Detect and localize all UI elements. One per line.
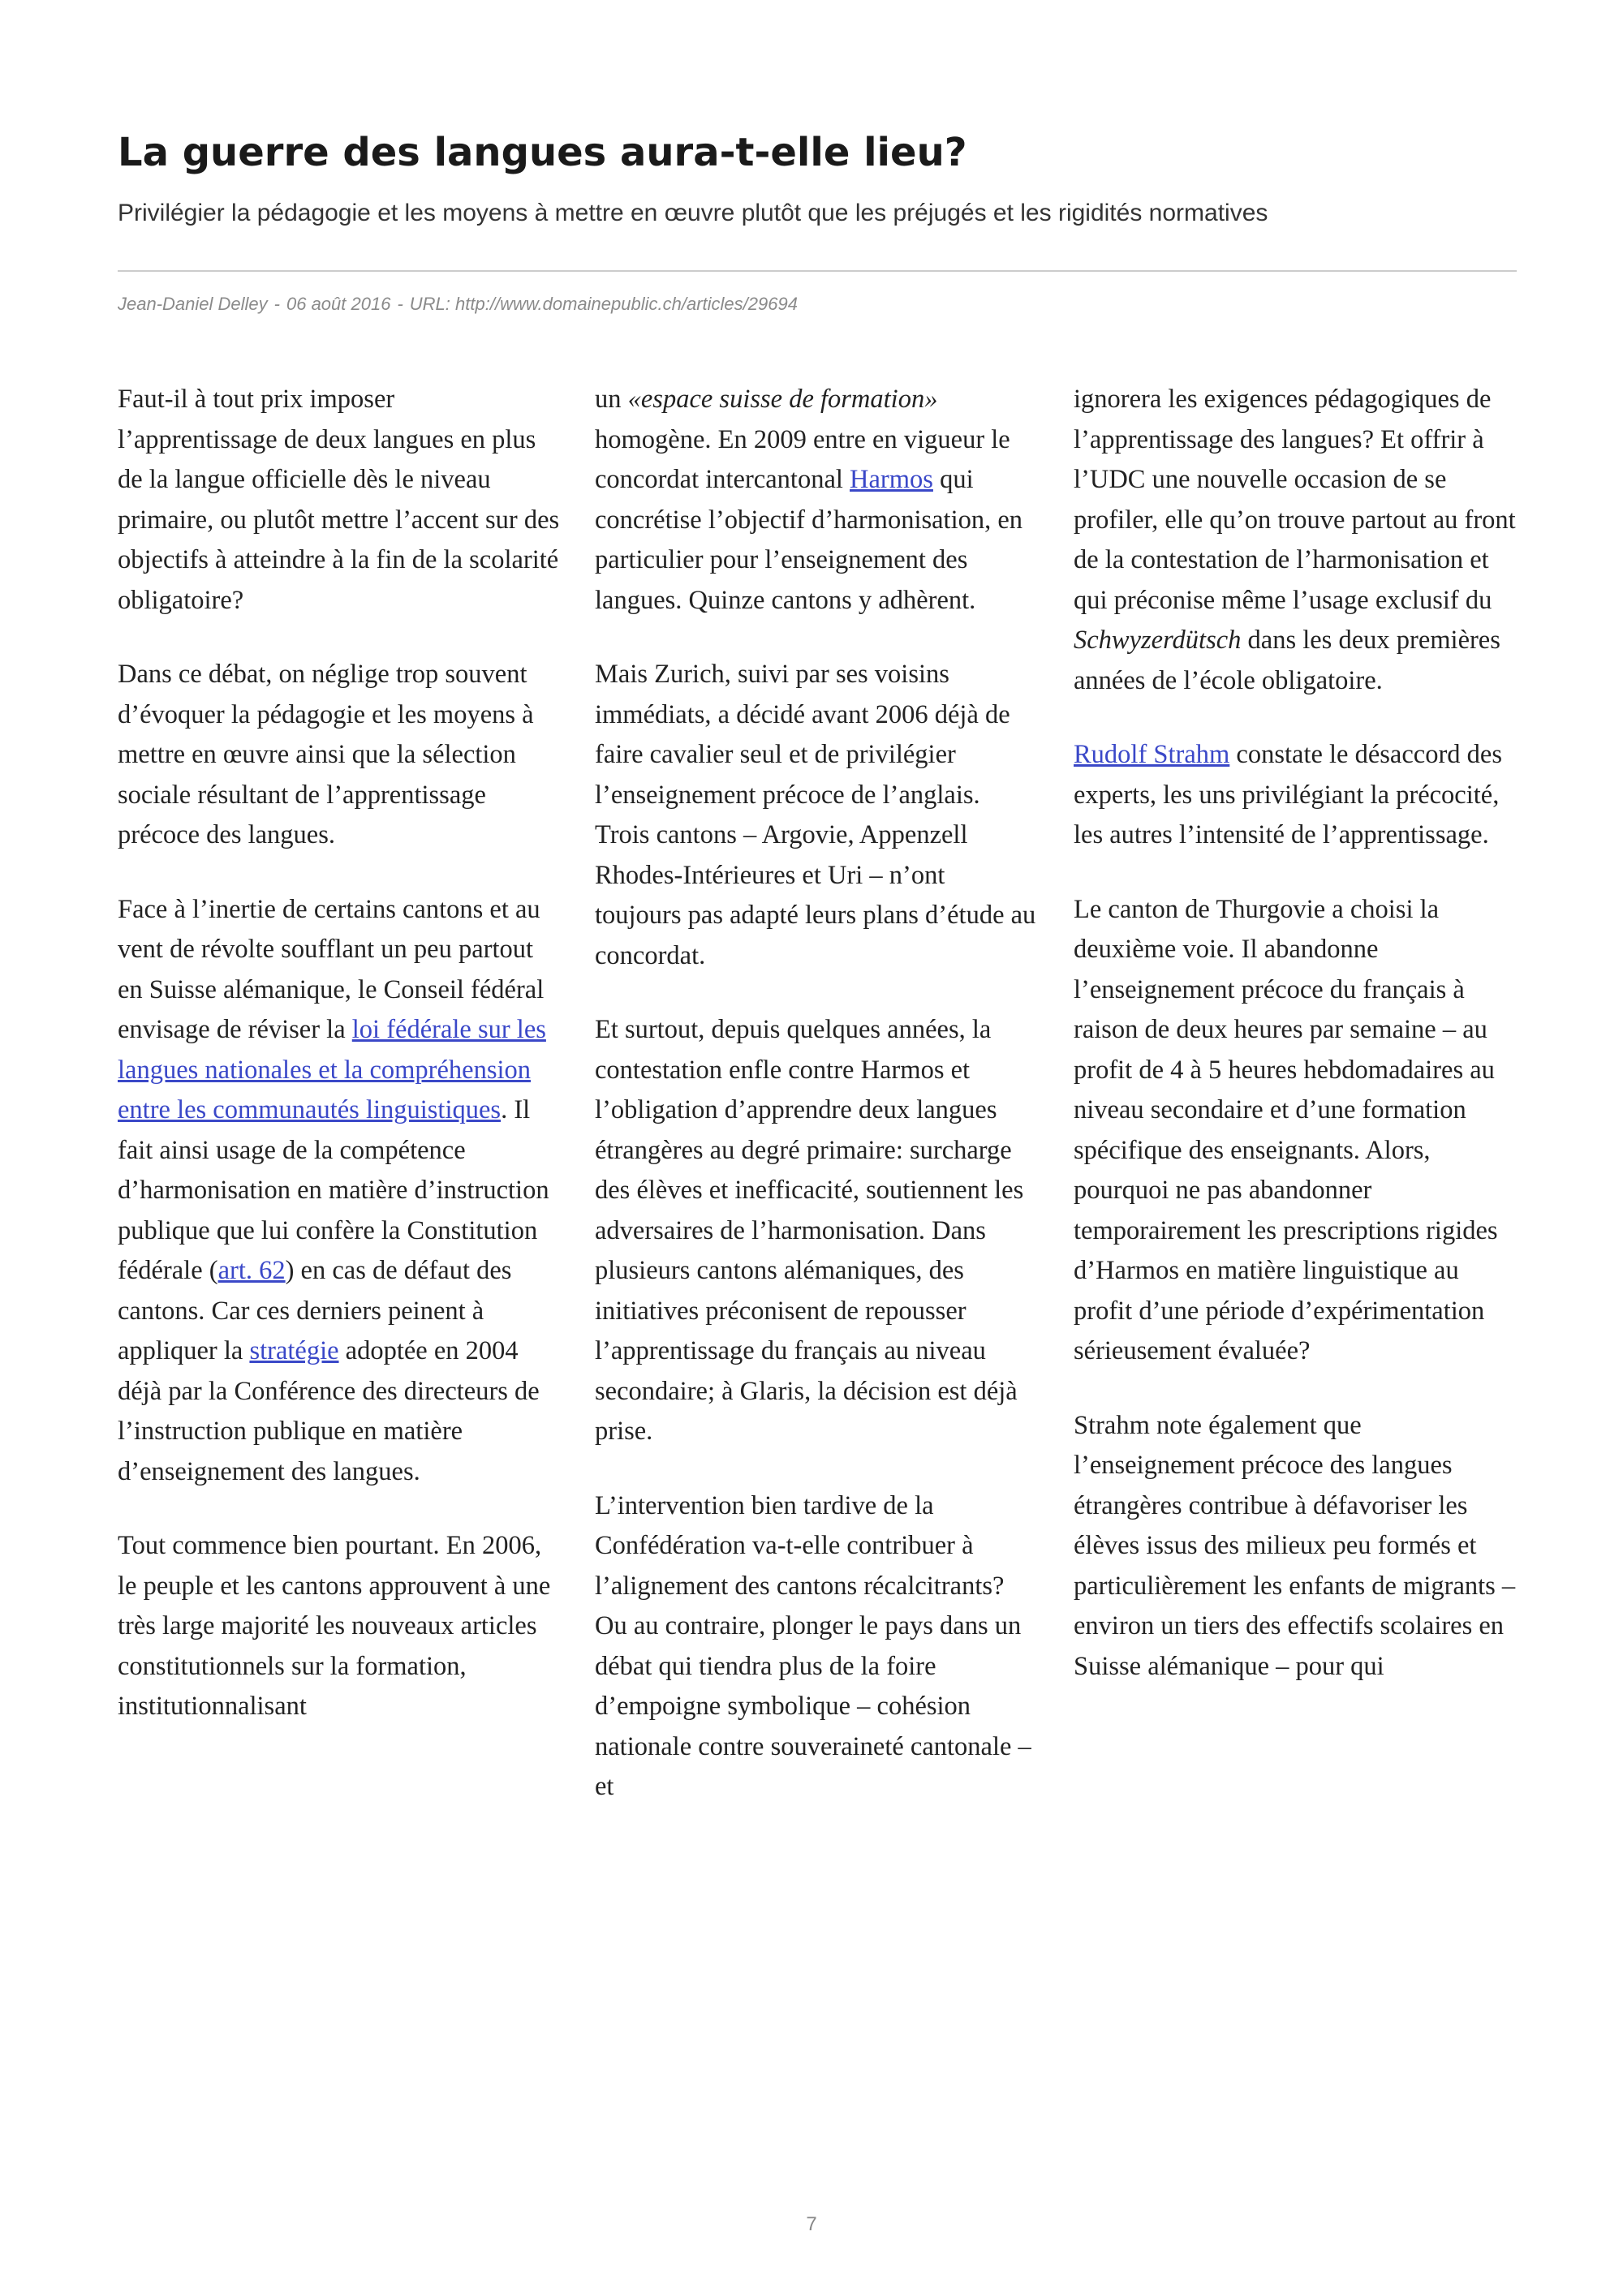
text-run: ) en cas de défaut des cantons. Car ces derniers peinent à appliquer la xyxy=(118,1256,512,1365)
header-divider xyxy=(118,270,1517,272)
text-run: un xyxy=(595,385,628,414)
meta-separator: - xyxy=(273,294,280,314)
url-label: URL: xyxy=(409,294,450,314)
text-run: ignorera les exigences pédagogiques de l’apprentissage des langues? Et offrir à l’UDC une nouvelle occasion de se profiler, elle qu’on trouve partout au front de la contestation de l’harmonisation et qui préconise même l’usage exclusif du xyxy=(1074,385,1516,615)
text-run: dans les deux premières années de l’école obligatoire. xyxy=(1074,626,1500,695)
text-run: . Il fait ainsi usage de la compétence d’harmonisation en matière d’instruction publique que lui confère la Constitution fédérale ( xyxy=(118,1095,549,1285)
publication-date: 06 août 2016 xyxy=(286,294,391,314)
article-subtitle: Privilégier la pédagogie et les moyens à mettre en œuvre plutôt que les préjugés et les rigidités normatives xyxy=(118,200,1268,226)
article-title: La guerre des langues aura-t-elle lieu? xyxy=(118,130,967,175)
paragraph xyxy=(595,380,1037,621)
text-run: homogène. En 2009 entre en vigueur le concordat intercantonal xyxy=(595,424,1010,494)
link-loi-federale-langues[interactable]: loi fédérale sur les langues nationales et la compréhension entre les communautés linguistiques xyxy=(118,1015,546,1124)
page-number: 7 xyxy=(806,2213,817,2235)
text-run: adoptée en 2004 déjà par la Conférence des directeurs de l’instruction publique en matière d’enseignement des langues. xyxy=(118,1336,540,1486)
paragraph: Le canton de Thurgovie a choisi la deuxième voie. Il abandonne l’enseignement précoce du français à raison de deux heures par semaine – au profit de 4 à 5 heures hebdomadaires au niveau secondaire et d’une formation spécifique des enseignants. Alors, pourquoi ne pas abandonner temporairement les prescriptions rigides d’Harmos en matière linguistique au profit d’une période d’expérimentation sérieusement évaluée? xyxy=(1074,894,1498,1365)
text-run: Face à l’inertie de certains cantons et au vent de révolte soufflant un peu partout en Suisse alémanique, le Conseil fédéral envisage de réviser la xyxy=(118,894,545,1044)
paragraph: Tout commence bien pourtant. En 2006, le peuple et les cantons approuvent à une très large majorité les nouveaux articles constitutionnels sur la formation, institutionnalisant xyxy=(118,1531,551,1721)
text-column-3 xyxy=(1074,380,1516,1721)
paragraph: Dans ce débat, on néglige trop souvent d’évoquer la pédagogie et les moyens à mettre en œuvre ainsi que la sélection sociale résultant de l’apprentissage précoce des langues. xyxy=(118,660,534,849)
link-harmos[interactable]: Harmos xyxy=(850,465,933,494)
text-column-2 xyxy=(595,380,1037,1842)
paragraph xyxy=(1074,380,1516,701)
paragraph: Et surtout, depuis quelques années, la contestation enfle contre Harmos et l’obligation d’apprendre deux langues étrangères au degré primaire: surcharge des élèves et inefficacité, soutiennent les adversaires de l’harmonisation. Dans plusieurs cantons alémaniques, des initiatives préconisent de repousser l’apprentissage du français au niveau secondaire; à Glaris, la décision est déjà prise. xyxy=(595,1015,1024,1446)
italic-text: «espace suisse de formation» xyxy=(627,385,938,414)
author: Jean-Daniel Delley xyxy=(118,294,268,314)
text-run: qui concrétise l’objectif d’harmonisation, en particulier pour l’enseignement des langues. Quinze cantons y adhèrent. xyxy=(595,465,1023,615)
article-meta xyxy=(118,294,1513,315)
link-rudolf-strahm[interactable]: Rudolf Strahm xyxy=(1074,740,1230,769)
paragraph: Mais Zurich, suivi par ses voisins immédiats, a décidé avant 2006 déjà de faire cavalier seul et de privilégier l’enseignement précoce de l’anglais. Trois cantons – Argovie, Appenzell Rhodes-Intérieures et Uri – n’ont toujours pas adapté leurs plans d’étude au concordat. xyxy=(595,660,1036,970)
text-column-1 xyxy=(118,380,560,1761)
article-url: http://www.domainepublic.ch/articles/29694 xyxy=(455,294,798,314)
meta-separator: - xyxy=(397,294,403,314)
link-strategie[interactable]: stratégie xyxy=(249,1336,339,1365)
paragraph xyxy=(1074,735,1516,856)
text-run: constate le désaccord des experts, les uns privilégiant la précocité, les autres l’intensité de l’apprentissage. xyxy=(1074,740,1502,849)
paragraph: Strahm note également que l’enseignement précoce des langues étrangères contribue à défavoriser les élèves issus des milieux peu formés et particulièrement les enfants de migrants – environ un tiers des effectifs scolaires en Suisse alémanique – pour qui xyxy=(1074,1410,1516,1681)
paragraph xyxy=(118,890,560,1493)
italic-text: Schwyzerdütsch xyxy=(1074,626,1242,655)
link-art-62[interactable]: art. 62 xyxy=(217,1256,286,1285)
paragraph: Faut-il à tout prix imposer l’apprentissage de deux langues en plus de la langue officielle dès le niveau primaire, ou plutôt mettre l’accent sur des objectifs à atteindre à la fin de la scolarité obligatoire? xyxy=(118,385,560,615)
paragraph: L’intervention bien tardive de la Confédération va-t-elle contribuer à l’alignement des cantons récalcitrants? Ou au contraire, plonger le pays dans un débat qui tiendra plus de la foire d’empoigne symbolique – cohésion nationale contre souveraineté cantonale – et xyxy=(595,1490,1031,1801)
